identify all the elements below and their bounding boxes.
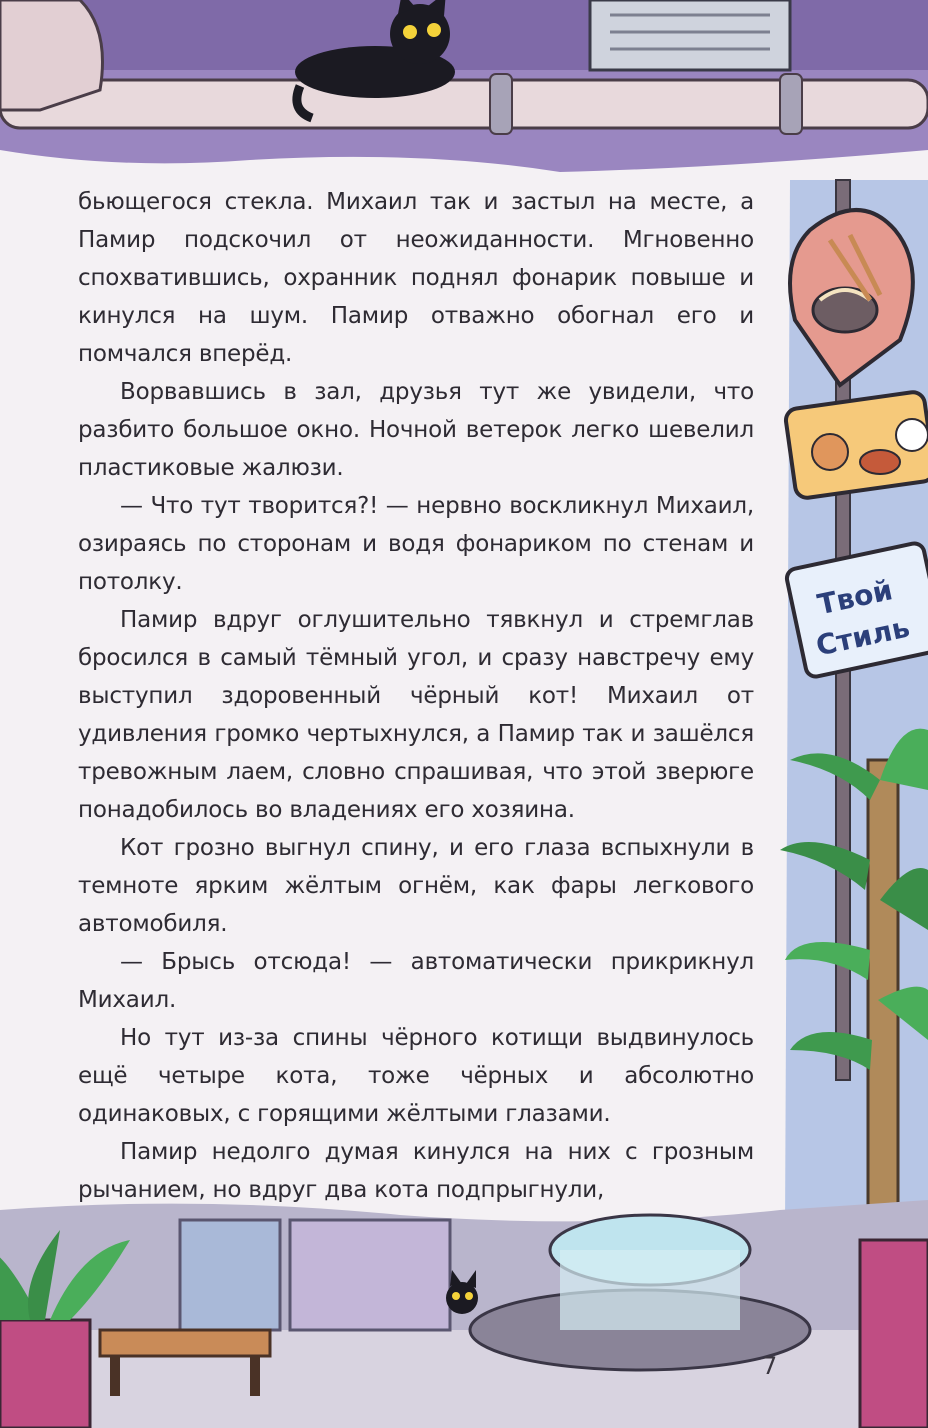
paragraph: Памир вдруг оглушительно тявкнул и стремглав бросился в самый тёмный угол, и сразу навстречу ему выступил здоровенный чёрный кот! Михаил от удивления громко чертыхнулся, а Памир так и зашёлся тревожным лаем, словно спрашивая, что этой зверюге понадобилось во владениях его хозяина.	[78, 607, 754, 823]
paragraph: Кот грозно выгнул спину, и его глаза вспыхнули в темноте ярким жёлтым огнём, как фары легкового автомобиля.	[78, 835, 754, 937]
story-text	[78, 183, 754, 1209]
page-number: 7	[762, 1352, 778, 1380]
paragraph: — Что тут творится?! — нервно воскликнул Михаил, озираясь по сторонам и водя фонариком по стенам и потолку.	[78, 493, 754, 595]
paragraph: бьющегося стекла. Михаил так и застыл на месте, а Памир подскочил от неожиданности. Мгновенно спохватившись, охранник поднял фонарик повыше и кинулся на шум. Памир отважно обогнал его и помчался вперёд.	[78, 189, 754, 367]
paragraph: Но тут из-за спины чёрного котищи выдвинулось ещё четыре кота, тоже чёрных и абсолютно одинаковых, с горящими жёлтыми глазами.	[78, 1025, 754, 1127]
sign-line1: Твой	[814, 573, 896, 622]
paragraph: Ворвавшись в зал, друзья тут же увидели, что разбито большое окно. Ночной ветерок легко шевелил пластиковые жалюзи.	[78, 379, 754, 481]
pet-shop-sign	[784, 391, 928, 500]
sign-line2: Стиль	[813, 610, 913, 663]
paragraph: — Брысь отсюда! — автоматически прикрикнул Михаил.	[78, 949, 754, 1013]
paragraph: Памир недолго думая кинулся на них с грозным рычанием, но вдруг два кота подпрыгнули,	[78, 1139, 754, 1203]
vent-box	[590, 0, 790, 70]
